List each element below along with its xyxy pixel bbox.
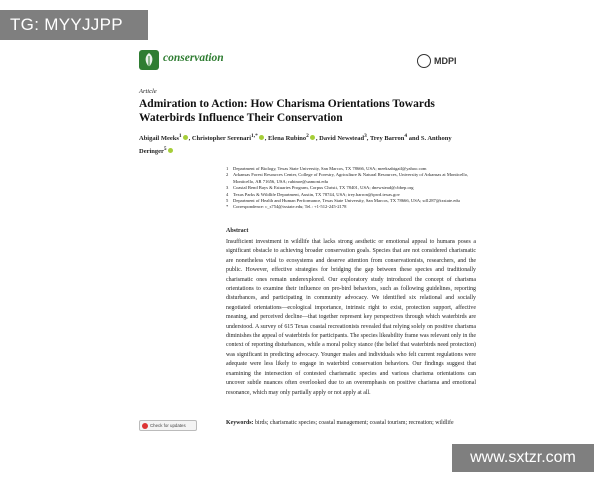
orcid-icon[interactable] — [259, 135, 264, 140]
check-for-updates-button[interactable] — [139, 420, 197, 431]
check-updates-label: Check for updates — [150, 423, 186, 428]
orcid-icon[interactable] — [168, 148, 173, 153]
keywords-label: Keywords: — [226, 420, 254, 426]
publisher-logo — [417, 54, 457, 68]
affiliation-text: Arkansas Forest Resources Center, College of Forestry, Agriculture & Natural Resources, University of Arkansas at Monticello, Monticello, AR 71656, USA; rubinoe@uamont.edu — [233, 172, 469, 184]
affiliation-item — [226, 172, 476, 185]
affiliation-text: Department of Health and Human Performance, Texas State University, San Marcos, TX 78666, USA; sd1287@txstate.edu — [233, 198, 460, 204]
affiliation-number: * — [226, 204, 229, 210]
author-affiliation-mark: 1,* — [251, 133, 258, 139]
affiliations — [226, 166, 476, 211]
journal-logo-icon — [139, 50, 159, 70]
author-affiliation-mark: 4 — [404, 133, 408, 139]
author-affiliation-mark: 2 — [306, 133, 309, 139]
mdpi-icon — [417, 54, 431, 68]
abstract-text: Insufficient investment in wildlife that lacks strong aesthetic or emotional appeal to humans poses a significant obstacle to achieving broader conservation goals. Species that are not considered charismatic are nonetheless vital to ecosystems and deserve attention from conservationists, researchers, and the public. However, effective strategies for bridging the gap between these species and traditionally charismatic ones remain underexplored. Our exploratory study introduced the concept of charisma orientations to examine their influence on pro-bird behaviors, such as following guidelines, reporting disturbances, and participating in community advocacy. We identified six relational and socially negotiated orientations—ecological importance, intrinsic right to exist, protection support, affective meaning, and perceived decline—that together represent key perspectives through which waterbirds are understood. A survey of 615 Texas coastal recreationists revealed that relying solely on positive charisma diminishes the appeal of waterbirds for participants. The species likeability frame was relevant only in the context of reporting disturbances, while a moral policy stance (the belief that waterbirds need protection) was significant in predicting advocacy. Younger males and individuals who felt current regulations were adequate were less likely to engage in waterbird conservation behaviors. Our findings suggest that examining the intersection of contested charismatic species and various charisma orientations can uncover subtle nuances often overlooked due to an overemphasis on positive charisma and emotional resonance, which may only partially apply or not apply at all. — [226, 239, 476, 396]
author: Christopher Serenari — [191, 135, 252, 143]
affiliation-number: 2 — [226, 172, 229, 178]
source-tag: TG: MYYJJPP — [0, 10, 148, 40]
affiliation-text: Correspondence: c_s754@txstate.edu; Tel.: +1-512-245-2178 — [233, 204, 347, 210]
affiliation-number: 3 — [226, 185, 229, 191]
author: S. Anthony Deringer — [139, 135, 452, 156]
affiliation-text: Coastal Bend Bays & Estuaries Program, Corpus Christi, TX 78401, USA; dnewstead@cbbep.org — [233, 185, 414, 191]
journal-name: conservation — [163, 52, 224, 64]
author-affiliation-mark: 1 — [178, 133, 182, 139]
article-title: Admiration to Action: How Charisma Orientations Towards Waterbirds Influence Their Conservation — [139, 98, 435, 124]
author-list: Abigail Meeks$^1$ , Christopher Serenari$^{1,*}$ , Elena Rubino$^2$ , David Newstead$^3$, Trey Barron$^4$ and S. Anthony Deringer$^5$ — [139, 133, 452, 156]
publisher-name: MDPI — [434, 56, 457, 66]
author-affiliation-mark: 3 — [364, 133, 367, 139]
keywords — [226, 419, 476, 428]
correspondence — [226, 204, 476, 210]
author-affiliation-mark: 5 — [163, 146, 167, 153]
watermark: www.sxtzr.com — [452, 444, 594, 472]
affiliation-text: Department of Biology, Texas State University, San Marcos, TX 78666, USA; meeksabigail@yahoo.com — [233, 166, 427, 171]
author: Trey Barron — [369, 135, 405, 143]
affiliation-number: 5 — [226, 198, 229, 204]
keywords-text: birds; charismatic species; coastal management; coastal tourism; recreation; wildlife — [254, 420, 454, 426]
author: Abigail Meeks — [139, 135, 179, 143]
affiliation-number: 4 — [226, 191, 229, 197]
check-updates-icon — [142, 423, 148, 429]
article-type: Article — [139, 88, 157, 95]
orcid-icon[interactable] — [183, 135, 188, 140]
orcid-icon[interactable] — [310, 135, 315, 140]
author: David Newstead — [319, 135, 365, 143]
abstract-heading: Abstract — [226, 228, 249, 234]
affiliation-number: 1 — [226, 166, 229, 171]
affiliation-text: Texas Parks & Wildlife Department, Austin, TX 78744, USA; trey.barron@tpwd.texas.gov — [233, 191, 400, 197]
author: Elena Rubino — [268, 135, 307, 143]
